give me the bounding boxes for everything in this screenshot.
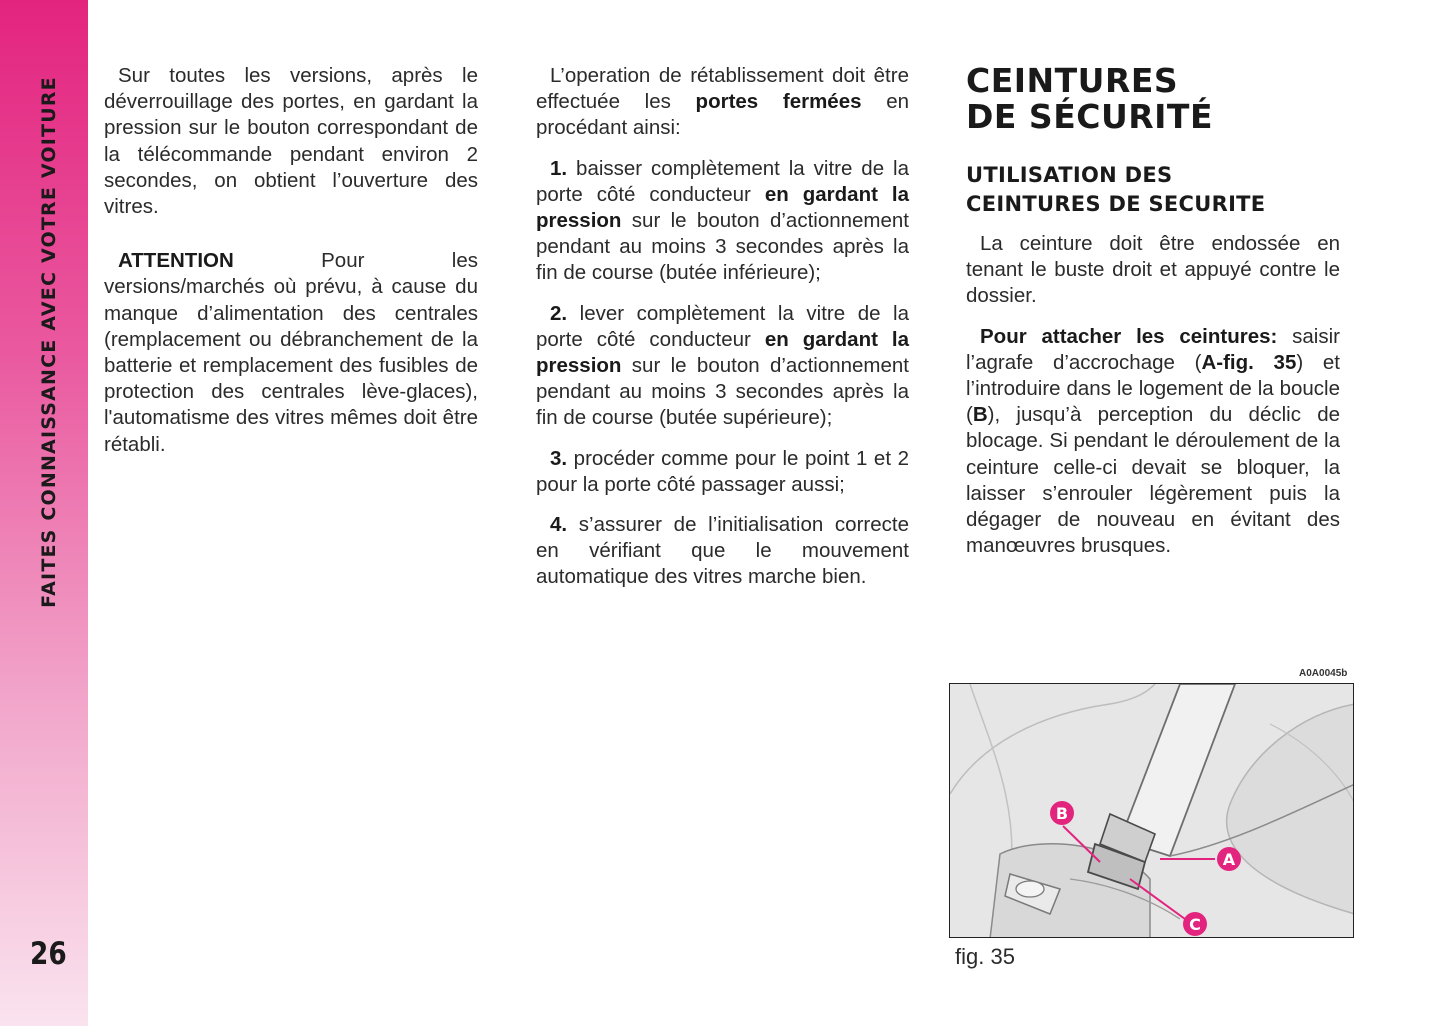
figure-caption: fig. 35 xyxy=(955,944,1015,969)
fasten-ref-a: A-fig. 35 xyxy=(1201,350,1297,374)
step-1-bold: en gardant la pression xyxy=(536,182,909,233)
step-1 xyxy=(536,156,909,287)
step-2 xyxy=(536,301,909,432)
text-column-3 xyxy=(966,63,1340,573)
chapter-title: FAITES CONNAISSANCE AVEC VOTRE VOITURE xyxy=(38,76,60,608)
step-1-text-a: baisser complètement la vitre de la porte côté conducteur xyxy=(536,156,909,206)
callout-a: A xyxy=(1222,850,1236,869)
fasten-text-a: saisir l’agrafe d’accrochage ( xyxy=(966,324,1340,374)
intro-text-b: en procédant ainsi: xyxy=(536,90,909,140)
fasten-bold: Pour attacher les ceintures: xyxy=(980,324,1278,348)
chapter-sidebar xyxy=(0,0,88,1026)
subsection-title-line-1: UTILISATION DES xyxy=(966,163,1173,187)
step-3-number: 3. xyxy=(550,446,568,470)
step-2-bold: en gardant la pression xyxy=(536,327,909,378)
text-column-2 xyxy=(536,63,909,605)
step-3-text: procéder comme pour le point 1 et 2 pour la porte côté passager aussi; xyxy=(536,446,909,496)
paragraph-fasten xyxy=(966,324,1340,560)
paragraph-reset-intro xyxy=(536,63,909,142)
paragraph-posture: La ceinture doit être endossée en tenant le buste droit et appuyé contre le dossier. xyxy=(966,232,1340,308)
step-2-number: 2. xyxy=(550,301,568,325)
intro-bold: portes fermées xyxy=(695,90,862,114)
section-title-line-2: DE SÉCURITÉ xyxy=(966,97,1213,136)
seatbelt-figure xyxy=(949,683,1354,938)
step-3 xyxy=(536,446,909,498)
section-title-line-1: CEINTURES xyxy=(966,61,1179,100)
step-2-text-b: sur le bouton d’actionnement pendant au moins 3 secondes après la fin de course (butée supérieure); xyxy=(536,354,909,430)
section-title xyxy=(966,63,1340,135)
figure-code: A0A0045b xyxy=(1299,668,1348,679)
step-1-text-b: sur le bouton d’actionnement pendant au moins 3 secondes après la fin de course (butée inférieure); xyxy=(536,209,909,285)
callout-b: B xyxy=(1055,804,1069,823)
step-4-text: s’assurer de l’initialisation correcte en vérifiant que le mouvement automatique des vitres marche bien. xyxy=(536,513,909,589)
fasten-text-c: ), jusqu’à perception du déclic de blocage. Si pendant le déroulement de la ceinture celle-ci devait se bloquer, la laisser s’enrouler légèrement puis la dégager de nouveau en évitant des manœuvres brusques. xyxy=(966,403,1340,558)
attention-text: Pour les versions/marchés où prévu, à cause du manque d’alimentation des centrales (remplacement ou débranchement de la batterie et remplacement des fusibles de protection des centrales lève-glaces), l'automatisme des vitres mêmes doit être rétabli. xyxy=(104,249,478,456)
fasten-text-b: ) et l’introduire dans le logement de la boucle ( xyxy=(966,350,1341,427)
seatbelt-illustration xyxy=(950,684,1354,938)
paragraph-attention xyxy=(104,248,478,458)
paragraph-unlock-windows: Sur toutes les versions, après le déverrouillage des portes, en gardant la pression sur le bouton correspondant de la télécommande pendant environ 2 secondes, on obtient l’ouverture des vitres. xyxy=(104,64,478,219)
page-number: 26 xyxy=(30,936,67,972)
step-4 xyxy=(536,512,909,591)
attention-label: ATTENTION xyxy=(118,249,234,273)
step-1-number: 1. xyxy=(550,156,568,180)
subsection-title xyxy=(966,161,1340,219)
step-4-number: 4. xyxy=(550,513,568,537)
step-2-text-a: lever complètement la vitre de la porte côté conducteur xyxy=(536,301,909,351)
subsection-title-line-2: CEINTURES DE SECURITE xyxy=(966,192,1266,216)
intro-text-a: L’operation de rétablissement doit être effectuée les xyxy=(536,64,909,114)
text-column-1 xyxy=(104,63,478,472)
callout-c: C xyxy=(1189,915,1201,934)
fasten-ref-b: B xyxy=(972,403,988,427)
